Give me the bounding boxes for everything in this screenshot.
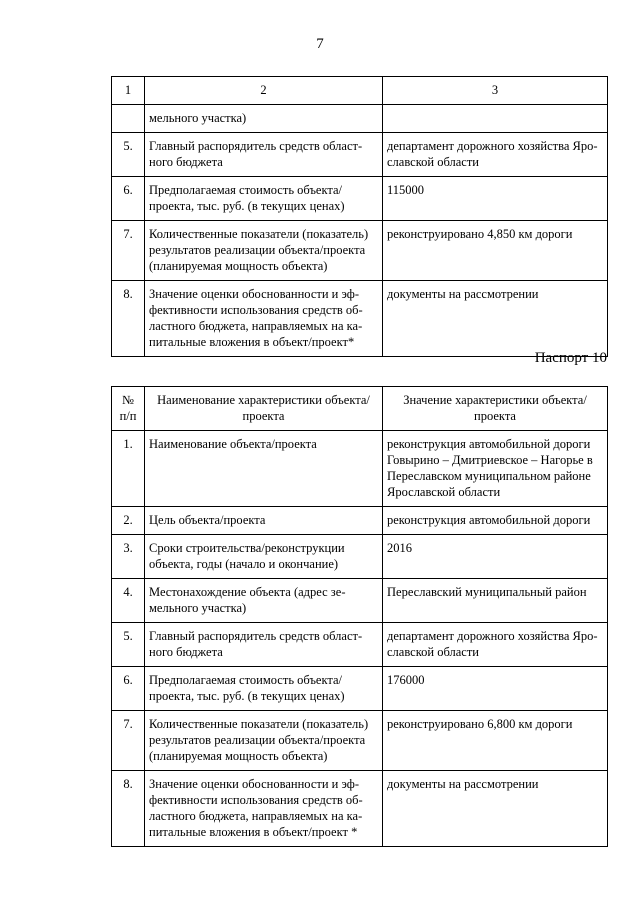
header-name: Наименование характеристики объекта/проекта (145, 387, 383, 431)
row-value: Переславский муниципальный район (383, 579, 608, 623)
table-row (112, 133, 608, 177)
table-row (112, 535, 608, 579)
row-label: Количественные показатели (показатель) результатов реализации объекта/проекта (планируемая мощность объекта) (145, 711, 383, 771)
table-row (112, 105, 608, 133)
table-header-row (112, 77, 608, 105)
row-number: 7. (112, 711, 145, 771)
top-table (111, 76, 608, 357)
row-label: Наименование объекта/проекта (145, 431, 383, 507)
passport-table (111, 386, 608, 847)
row-value: 115000 (383, 177, 608, 221)
page-number: 7 (316, 36, 324, 52)
passport-title: Паспорт 10 (534, 350, 607, 366)
row-value: реконструкция автомобильной дороги Говырино – Дмитриевское – Нагорье в Переславском муниципальном районе Ярославской области (383, 431, 608, 507)
row-label: Главный распорядитель средств областного бюджета (145, 133, 383, 177)
row-value: департамент дорожного хозяйства Ярославской области (383, 133, 608, 177)
row-value: реконструировано 6,800 км дороги (383, 711, 608, 771)
table-row (112, 579, 608, 623)
table-row (112, 507, 608, 535)
table-row (112, 711, 608, 771)
row-value: документы на рассмотрении (383, 281, 608, 357)
row-label: Цель объекта/проекта (145, 507, 383, 535)
row-label: Главный распорядитель средств областного бюджета (145, 623, 383, 667)
header-value: Значение характеристики объекта/проекта (383, 387, 608, 431)
row-label: Сроки строительства/реконструкции объекта, годы (начало и окончание) (145, 535, 383, 579)
row-value: 176000 (383, 667, 608, 711)
table-row (112, 623, 608, 667)
table-row (112, 221, 608, 281)
row-number: 6. (112, 177, 145, 221)
row-label: Количественные показатели (показатель) результатов реализации объекта/проекта (планируемая мощность объекта) (145, 221, 383, 281)
table-header-row (112, 387, 608, 431)
row-label: Значение оценки обоснованности и эффективности использования средств областного бюджета, направляемых на капитальные вложения в объект/проект* (145, 281, 383, 357)
row-number: 1. (112, 431, 145, 507)
row-value: департамент дорожного хозяйства Ярославской области (383, 623, 608, 667)
row-number: 5. (112, 133, 145, 177)
header-cell: 2 (145, 77, 383, 105)
table-row (112, 177, 608, 221)
row-label: Местонахождение объекта (адрес земельного участка) (145, 579, 383, 623)
row-number: 7. (112, 221, 145, 281)
table-row (112, 771, 608, 847)
row-number: 4. (112, 579, 145, 623)
table-row (112, 431, 608, 507)
table-row (112, 667, 608, 711)
header-cell: 1 (112, 77, 145, 105)
table-row (112, 281, 608, 357)
row-number: 3. (112, 535, 145, 579)
row-number: 2. (112, 507, 145, 535)
row-value: документы на рассмотрении (383, 771, 608, 847)
row-label: Значение оценки обоснованности и эффективности использования средств областного бюджета, направляемых на капитальные вложения в объект/проект * (145, 771, 383, 847)
row-label: Предполагаемая стоимость объекта/проекта, тыс. руб. (в текущих ценах) (145, 667, 383, 711)
row-number: 5. (112, 623, 145, 667)
row-value (383, 105, 608, 133)
row-number: 8. (112, 771, 145, 847)
row-label: мельного участка) (145, 105, 383, 133)
header-number: № п/п (112, 387, 145, 431)
header-cell: 3 (383, 77, 608, 105)
row-number (112, 105, 145, 133)
row-value: реконструкция автомобильной дороги (383, 507, 608, 535)
row-value: реконструировано 4,850 км дороги (383, 221, 608, 281)
row-number: 8. (112, 281, 145, 357)
row-number: 6. (112, 667, 145, 711)
row-label: Предполагаемая стоимость объекта/проекта, тыс. руб. (в текущих ценах) (145, 177, 383, 221)
row-value: 2016 (383, 535, 608, 579)
